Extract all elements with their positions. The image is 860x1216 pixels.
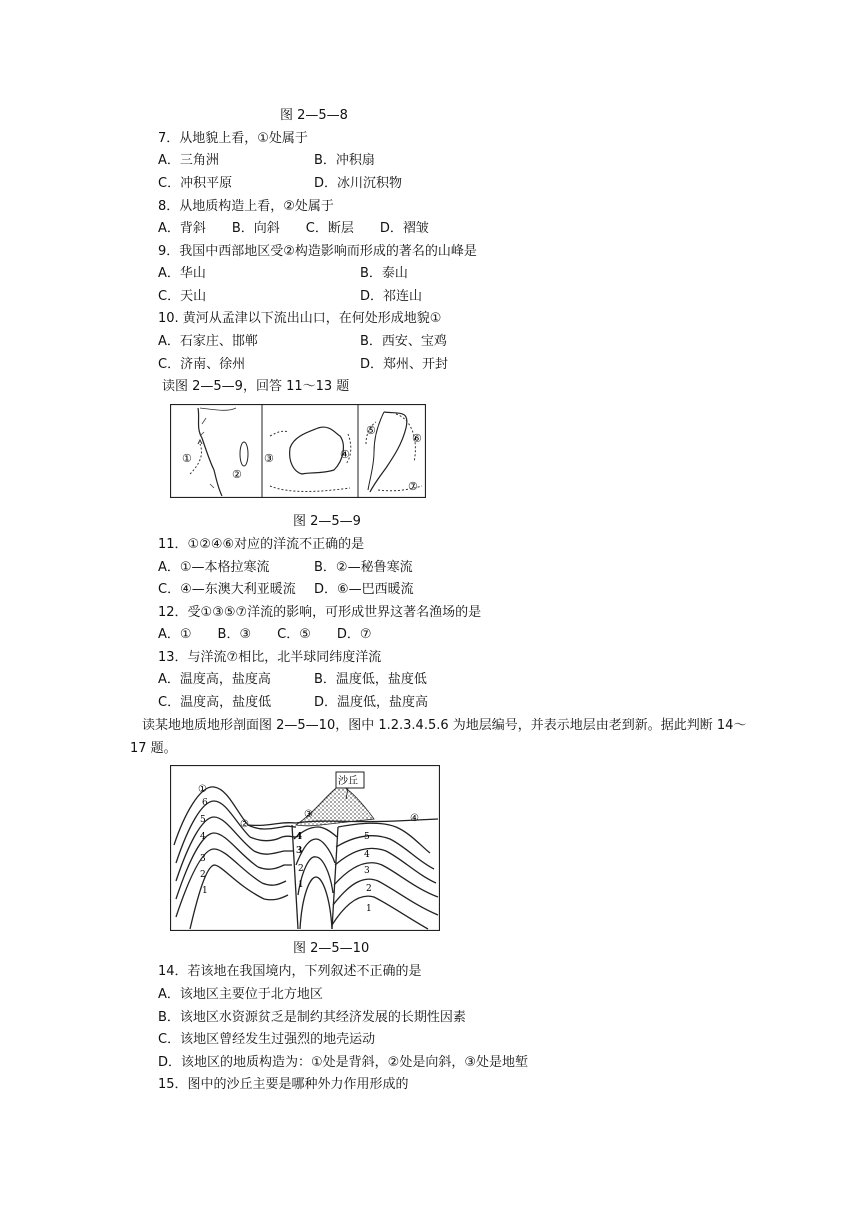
layer-label: 3 bbox=[296, 846, 303, 856]
question-7-option-b: B．冲积扇 bbox=[314, 153, 375, 168]
question-14-option-a: A．该地区主要位于北方地区 bbox=[158, 987, 323, 1002]
layer-label: 3 bbox=[364, 866, 370, 876]
question-11-option-b: B．②—秘鲁寒流 bbox=[314, 560, 413, 575]
current-label-3: ③ bbox=[264, 452, 274, 465]
question-8-options: A．背斜 B．向斜 C．断层 D．褶皱 bbox=[158, 221, 429, 236]
question-11-stem: 11．①②④⑥对应的洋流不正确的是 bbox=[158, 537, 365, 552]
read-instruction-10-line-1: 读某地地质地形剖面图 2—5—10，图中 1.2.3.4.5.6 为地层编号，并表示地层由老到新。据此判断 14～ bbox=[142, 718, 747, 733]
question-11-option-d: D．⑥—巴西暖流 bbox=[314, 582, 414, 597]
question-10-option-a: A．石家庄、邯郸 bbox=[158, 334, 258, 349]
question-9-option-c: C．天山 bbox=[158, 289, 207, 304]
question-9-option-a: A．华山 bbox=[158, 266, 206, 281]
layer-label: 2 bbox=[200, 870, 206, 880]
question-7-option-c: C．冲积平原 bbox=[158, 176, 233, 191]
question-9-stem: 9．我国中西部地区受②构造影响而形成的著名的山峰是 bbox=[158, 244, 477, 259]
question-11-option-a: A．①—本格拉寒流 bbox=[158, 560, 270, 575]
current-label-6: ⑥ bbox=[412, 432, 422, 445]
question-10-option-c: C．济南、徐州 bbox=[158, 357, 246, 372]
layer-label: 6 bbox=[202, 798, 208, 808]
question-14-stem: 14．若该地在我国境内，下列叙述不正确的是 bbox=[158, 964, 422, 979]
question-10-option-b: B．西安、宝鸡 bbox=[360, 334, 447, 349]
question-7-stem: 7．从地貌上看，①处属于 bbox=[158, 131, 308, 146]
current-label-7: ⑦ bbox=[408, 480, 418, 493]
current-label-5: ⑤ bbox=[366, 424, 376, 437]
current-label-2: ② bbox=[232, 468, 242, 481]
read-instruction-9: 读图 2—5—9，回答 11～13 题 bbox=[162, 379, 350, 394]
layer-label: 4 bbox=[200, 832, 206, 842]
question-12-stem: 12．受①③⑤⑦洋流的影响，可形成世界这著名渔场的是 bbox=[158, 605, 482, 620]
question-7-option-a: A．三角洲 bbox=[158, 153, 219, 168]
profile-marker-4: ④ bbox=[410, 813, 419, 824]
current-label-4: ④ bbox=[340, 448, 350, 461]
question-13-option-c: C．温度高，盐度低 bbox=[158, 695, 272, 710]
question-14-option-d: D．该地区的地质构造为：①处是背斜，②处是向斜，③处是地堑 bbox=[158, 1055, 528, 1070]
question-14-option-b: B．该地区水资源贫乏是制约其经济发展的长期性因素 bbox=[158, 1010, 466, 1025]
layer-label: 1 bbox=[366, 904, 372, 914]
current-label-1: ① bbox=[182, 452, 192, 465]
figure-caption-9: 图 2—5—9 bbox=[293, 514, 361, 529]
profile-marker-1: ① bbox=[198, 784, 207, 795]
layer-label: 1 bbox=[202, 886, 208, 896]
question-13-option-b: B．温度低，盐度低 bbox=[314, 672, 427, 687]
profile-marker-2: ② bbox=[240, 819, 249, 830]
question-9-option-d: D．祁连山 bbox=[360, 289, 423, 304]
layer-label: 3 bbox=[200, 854, 206, 864]
profile-marker-3: ③ bbox=[304, 809, 313, 820]
question-15-stem: 15．图中的沙丘主要是哪种外力作用形成的 bbox=[158, 1077, 409, 1092]
read-instruction-10-line-2: 17 题。 bbox=[130, 741, 177, 756]
dune-label: 沙丘 bbox=[338, 776, 358, 787]
question-10-stem: 10. 黄河从孟津以下流出山口，在何处形成地貌① bbox=[158, 311, 442, 326]
ocean-current-map bbox=[170, 404, 426, 498]
geological-profile bbox=[170, 765, 440, 931]
question-13-option-a: A．温度高，盐度高 bbox=[158, 672, 271, 687]
figure-caption-10: 图 2—5—10 bbox=[293, 941, 370, 956]
question-13-option-d: D．温度低，盐度高 bbox=[314, 695, 429, 710]
layer-label: 1 bbox=[298, 880, 304, 890]
layer-label: 2 bbox=[366, 884, 372, 894]
question-14-option-c: C．该地区曾经发生过强烈的地壳运动 bbox=[158, 1032, 376, 1047]
question-12-options: A．① B．③ C．⑤ D．⑦ bbox=[158, 627, 372, 642]
question-11-option-c: C．④—东澳大利亚暖流 bbox=[158, 582, 296, 597]
question-9-option-b: B．泰山 bbox=[360, 266, 408, 281]
layer-label: 4 bbox=[296, 832, 303, 842]
layer-label: 4 bbox=[364, 850, 370, 860]
question-7-option-d: D．冰川沉积物 bbox=[314, 176, 403, 191]
layer-label: 2 bbox=[298, 864, 304, 874]
question-10-option-d: D．郑州、开封 bbox=[360, 357, 449, 372]
question-8-stem: 8．从地质构造上看，②处属于 bbox=[158, 199, 334, 214]
layer-label: 5 bbox=[200, 815, 206, 825]
layer-label: 5 bbox=[364, 832, 370, 842]
question-13-stem: 13．与洋流⑦相比，北半球同纬度洋流 bbox=[158, 650, 382, 665]
figure-caption-8: 图 2—5—8 bbox=[280, 108, 348, 123]
